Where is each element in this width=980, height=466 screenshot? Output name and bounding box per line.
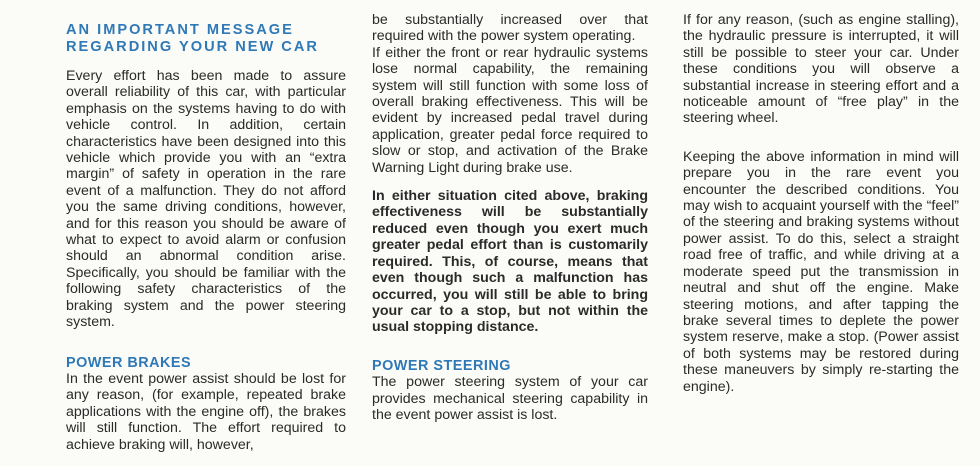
power-steering-paragraph: The power steering system of your car provides mechanical steering capability in the event power assist is lost.	[372, 374, 648, 423]
column-right	[683, 12, 959, 395]
braking-warning-paragraph: In either situation cited above, braking effectiveness will be substantially reduced even though you exert much greater pedal effort than is customarily required. This, of course, means that even though such a malfunction has occurred, you will still be able to bring your car to a stop, but not within the usual stopping distance.	[372, 188, 648, 336]
power-brakes-continued-paragraph: be substantially increased over that required with the power system operating.	[372, 12, 648, 45]
column-left	[66, 12, 346, 453]
practice-paragraph: Keeping the above information in mind will prepare you in the rare event you encounter the described conditions. You may wish to acquaint yourself with the “feel” of the steering and braking systems without power assist. To do this, select a straight road free of traffic, and while driving at a moderate speed put the transmission in neutral and shut off the engine. Make steering motions, and after tapping the brake several times to deplete the power system reserve, make a stop. (Power assist of both systems may be restored during these maneuvers by simply re-starting the engine).	[683, 148, 959, 395]
power-brakes-heading: POWER BRAKES	[66, 354, 192, 371]
page-title: AN IMPORTANT MESSAGE REGARDING YOUR NEW CAR	[66, 22, 319, 55]
engine-stalling-paragraph: If for any reason, (such as engine stalling), the hydraulic pressure is interrupted, it will still be possible to steer your car. Under these conditions you will observe a substantial increase in steering effort and a noticeable amount of “free play” in the steering wheel.	[683, 12, 959, 127]
power-steering-heading: POWER STEERING	[372, 357, 511, 374]
hydraulic-systems-paragraph: If either the front or rear hydraulic systems lose normal capability, the remaining system will still function with some loss of overall braking effectiveness. This will be evident by increased pedal travel during application, greater pedal force required to slow or stop, and activation of the Brake Warning Light during brake use.	[372, 44, 648, 176]
column-middle	[372, 12, 648, 423]
power-brakes-paragraph: In the event power assist should be lost for any reason, (for example, repeated brake applications with the engine off), the brakes will still function. The effort required to achieve braking will, however,	[66, 370, 346, 453]
intro-paragraph: Every effort has been made to assure overall reliability of this car, with particular emphasis on the systems having to do with vehicle control. In addition, certain characteristics have been designed into this vehicle which provide you with an “extra margin” of safety in operation in the rare event of a malfunction. They do not afford you the same driving conditions, however, and for this reason you should be aware of what to expect to avoid alarm or confusion should an abnormal condition arise. Specifically, you should be familiar with the following safety characteristics of the braking system and the power steering system.	[66, 68, 346, 331]
